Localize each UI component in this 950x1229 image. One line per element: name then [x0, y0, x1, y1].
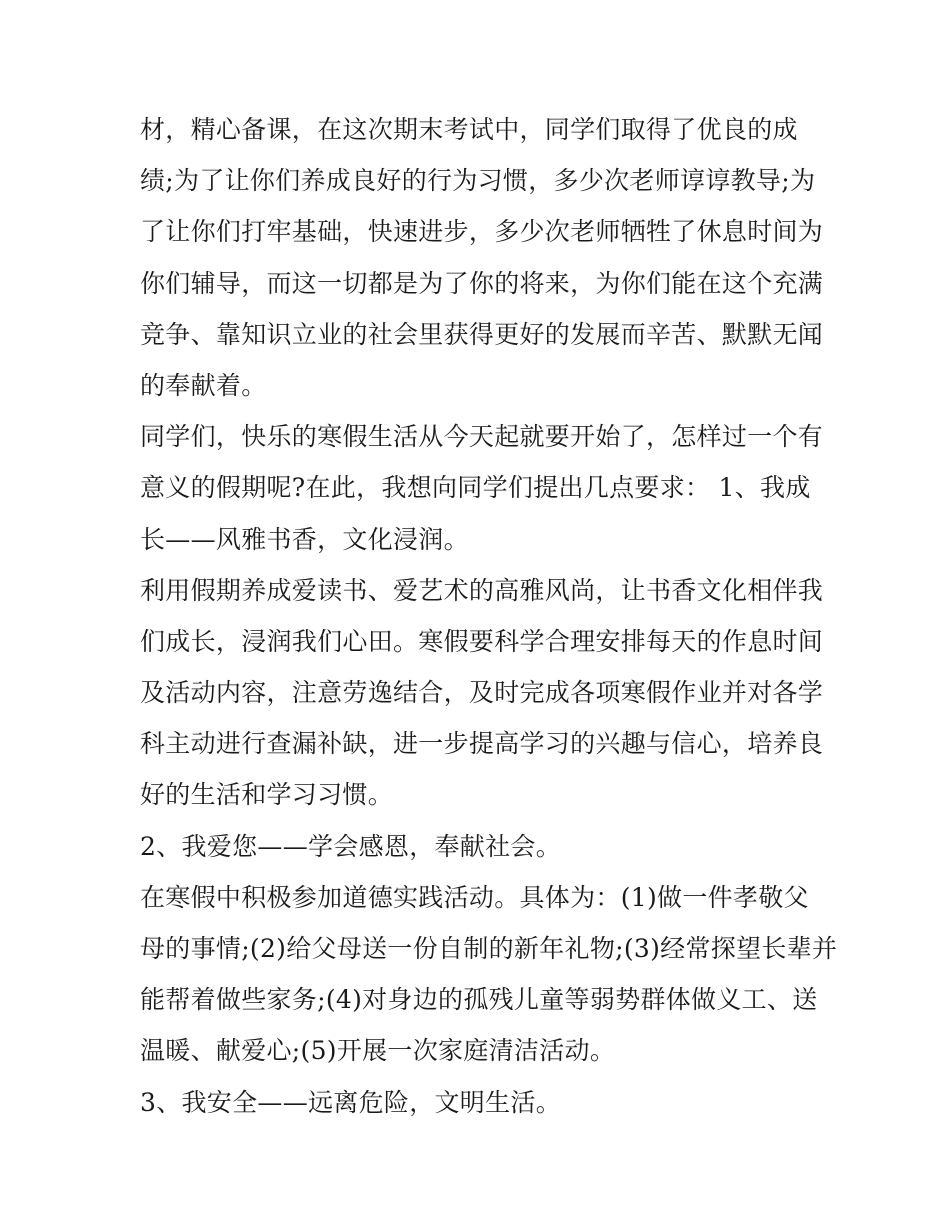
- text-line: 2、我爱您——学会感恩，奉献社会。: [140, 831, 562, 861]
- text-line: 长——风雅书香，文化浸润。: [140, 524, 469, 554]
- text-line: 的奉献着。: [140, 370, 267, 400]
- text-line: 你们辅导，而这一切都是为了你的将来，为你们能在这个充满: [140, 268, 824, 298]
- document-body: [140, 104, 838, 1128]
- text-line: 及活动内容，注意劳逸结合，及时完成各项寒假作业并对各学: [140, 678, 824, 708]
- text-line: 温暖、献爱心;(5)开展一次家庭清洁活动。: [140, 1036, 616, 1066]
- text-line: 科主动进行查漏补缺，进一步提高学习的兴趣与信心，培养良: [140, 729, 824, 759]
- text-line: 了让你们打牢基础，快速进步，多少次老师牺牲了休息时间为: [140, 217, 824, 247]
- text-line: 能帮着做些家务;(4)对身边的孤残儿童等弱势群体做义工、送: [140, 985, 818, 1015]
- text-line: 材，精心备课，在这次期末考试中，同学们取得了优良的成: [140, 115, 798, 144]
- text-line: 绩;为了让你们养成良好的行为习惯，多少次老师谆谆教导;为: [140, 166, 816, 196]
- text-line: 好的生活和学习习惯。: [140, 780, 394, 810]
- text-line: 同学们，快乐的寒假生活从今天起就要开始了，怎样过一个有: [140, 422, 824, 452]
- text-line: 利用假期养成爱读书、爱艺术的高雅风尚，让书香文化相伴我: [140, 575, 824, 605]
- text-line: 意义的假期呢?在此，我想向同学们提出几点要求： 1、我成: [140, 473, 811, 503]
- text-line: 3、我安全——远离危险，文明生活。: [140, 1087, 562, 1117]
- text-line: 母的事情;(2)给父母送一份自制的新年礼物;(3)经常探望长辈并: [140, 934, 838, 963]
- text-line: 竞争、靠知识立业的社会里获得更好的发展而辛苦、默默无闻: [140, 319, 824, 349]
- text-line: 在寒假中积极参加道德实践活动。具体为：(1)做一件孝敬父: [140, 882, 809, 912]
- text-line: 们成长，浸润我们心田。寒假要科学合理安排每天的作息时间: [140, 626, 824, 656]
